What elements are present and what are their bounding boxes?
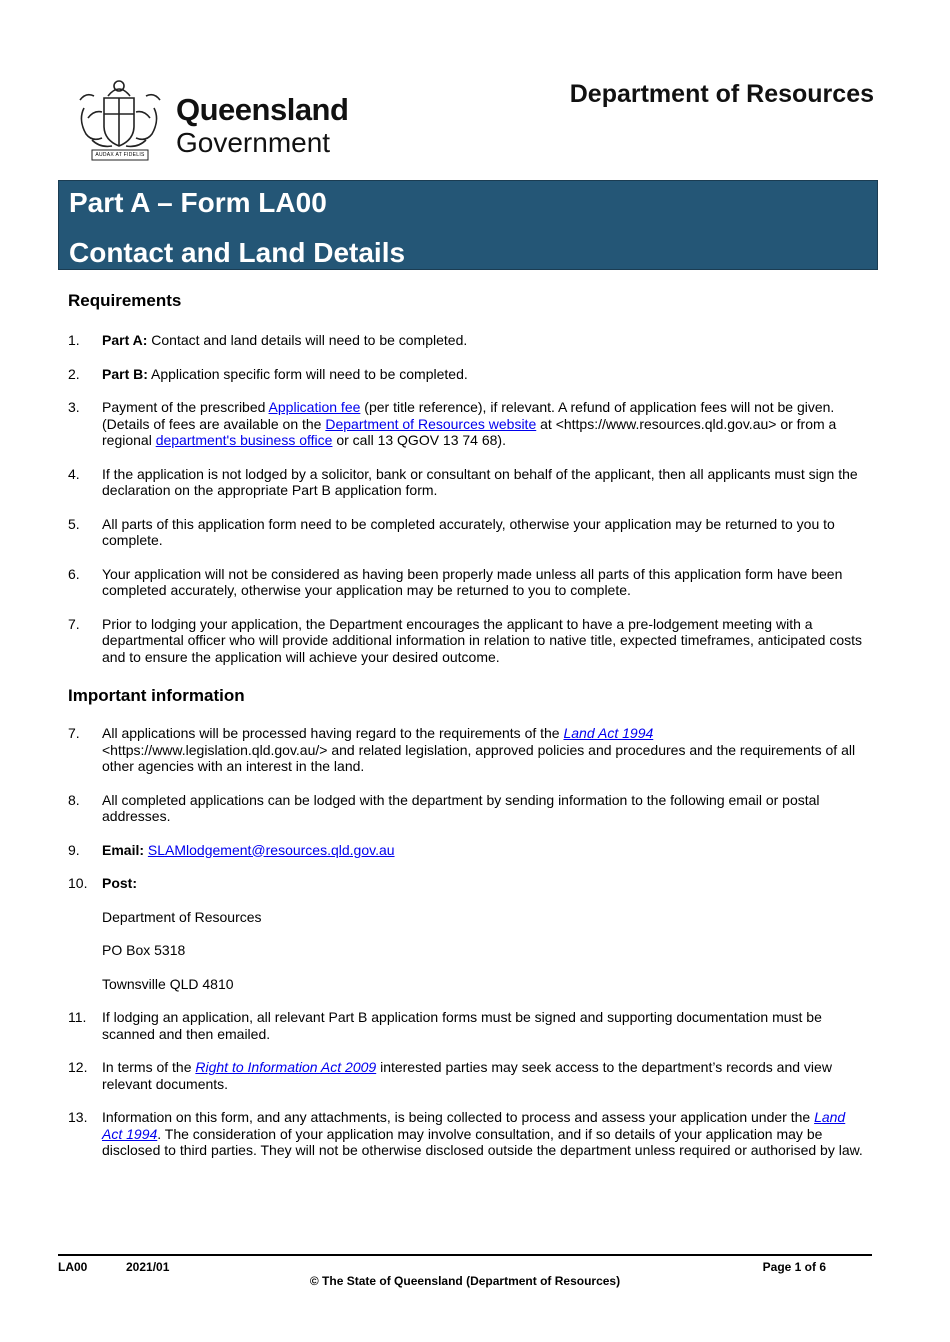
item-number: 2. xyxy=(68,365,80,382)
requirement-item xyxy=(68,566,863,599)
information-item xyxy=(68,1059,863,1092)
item-text: All completed applications can be lodged with the department by sending information to the following email or postal addresses. xyxy=(102,791,820,824)
item-text: If lodging an application, all relevant Part B application forms must be signed and supporting documentation must be scanned and then emailed. xyxy=(102,1009,822,1042)
item-text: All parts of this application form need to be completed accurately, otherwise your application may be returned to you to complete. xyxy=(102,515,835,548)
lodgement-email-link[interactable]: SLAMlodgement@resources.qld.gov.au xyxy=(147,841,395,858)
item-label: Part B: xyxy=(102,365,148,382)
business-office-link[interactable]: department's business office xyxy=(155,432,333,448)
information-item xyxy=(68,1009,863,1042)
footer-version: 2021/01 xyxy=(126,1260,170,1274)
item-text: Information on this form, and any attachments, is being collected to process and assess your application under the xyxy=(102,1109,815,1125)
item-text: Payment of the prescribed xyxy=(102,399,269,415)
item-text: or call 13 QGOV 13 74 68). xyxy=(332,432,506,448)
requirement-item xyxy=(68,332,863,349)
item-number: 1. xyxy=(68,332,80,348)
item-label: Part A: xyxy=(102,332,148,348)
information-item xyxy=(68,842,863,859)
item-number: 3. xyxy=(68,399,80,415)
requirement-item xyxy=(68,366,863,383)
land-act-link[interactable]: Land Act 1994 xyxy=(563,725,654,741)
item-number: 10. xyxy=(68,875,88,891)
information-item xyxy=(68,792,863,825)
item-text: interested parties may seek access to the department’s records and view relevant documents. xyxy=(102,1059,832,1092)
land-act-link[interactable]: Land Act 1994 xyxy=(102,1109,846,1142)
form-subtitle: Contact and Land Details xyxy=(69,237,406,268)
requirement-item xyxy=(68,516,863,549)
footer-form-code: LA00 xyxy=(58,1260,88,1274)
right-to-information-act-link[interactable]: Right to Information Act 2009 xyxy=(195,1059,377,1075)
form-title: Part A – Form LA00 xyxy=(69,187,327,218)
item-number: 13. xyxy=(68,1109,88,1125)
item-number: 7. xyxy=(68,615,80,632)
item-number: 9. xyxy=(68,841,80,858)
information-item xyxy=(68,875,863,892)
footer-divider xyxy=(58,1254,872,1256)
logo-motto: AUDAX AT FIDELIS xyxy=(95,152,145,158)
footer-page-number: Page 1 of 6 xyxy=(762,1260,826,1274)
department-website-link[interactable]: Department of Resources website xyxy=(325,415,537,432)
item-text: . The consideration of your application may involve consultation, and if so details of your application may be disclosed to third parties. They will not be otherwise disclosed outside the department unless required or authorised by law. xyxy=(102,1125,863,1158)
item-number: 12. xyxy=(68,1059,88,1075)
item-label: Email: xyxy=(102,841,145,858)
item-number: 8. xyxy=(68,791,80,808)
item-text: All applications will be processed having regard to the requirements of the xyxy=(102,725,564,741)
item-text: Your application will not be considered as having been properly made unless all parts of this application form have been completed accurately, otherwise your application may be returned to you to complete. xyxy=(102,565,843,598)
application-fee-link[interactable]: Application fee xyxy=(268,399,361,415)
department-name: Department of Resources xyxy=(569,80,874,108)
item-text: Application specific form will need to be completed. xyxy=(147,365,468,382)
item-text: Prior to lodging your application, the Department encourages the applicant to have a pre-lodgement meeting with a departmental officer who will provide additional information in relation to native title, expected timeframes, anticipated costs and to ensure the application will achieve your desired outcome. xyxy=(102,615,863,665)
item-label: Post: xyxy=(102,875,137,891)
important-information-heading: Important information xyxy=(68,686,245,705)
item-text: In terms of the xyxy=(102,1059,196,1075)
title-banner xyxy=(58,180,878,270)
item-text: If the application is not lodged by a solicitor, bank or consultant on behalf of the applicant, then all applicants must sign the declaration on the appropriate Part B application form. xyxy=(102,465,858,498)
requirement-item xyxy=(68,399,863,449)
item-text: Contact and land details will need to be completed. xyxy=(147,332,468,348)
item-number: 11. xyxy=(68,1009,87,1025)
logo-wordmark-queensland: Queensland xyxy=(176,92,349,127)
postal-address-line: Townsville QLD 4810 xyxy=(102,975,234,992)
information-item xyxy=(68,725,863,775)
item-number: 5. xyxy=(68,515,80,532)
footer-copyright: © The State of Queensland (Department of Resources) xyxy=(309,1274,621,1288)
form-content xyxy=(68,290,863,1176)
requirement-item xyxy=(68,466,863,499)
requirement-item xyxy=(68,616,863,666)
postal-address-line: PO Box 5318 xyxy=(102,942,186,958)
item-text: at <https://www.resources.qld.gov.au> or from a regional xyxy=(102,415,837,448)
item-number: 7. xyxy=(68,725,80,741)
item-number: 4. xyxy=(68,465,80,482)
requirements-heading: Requirements xyxy=(68,291,182,310)
item-text: (per title reference), if relevant. A refund of application fees will not be given. (Details of fees are available on the xyxy=(102,399,835,432)
item-number: 6. xyxy=(68,565,80,582)
information-item xyxy=(68,1109,863,1159)
postal-address-line: Department of Resources xyxy=(102,908,262,925)
logo-wordmark-government: Government xyxy=(176,127,331,158)
item-text: <https://www.legislation.qld.gov.au/> and related legislation, approved policies and procedures and the requirements of all other agencies with an interest in the land. xyxy=(102,741,856,774)
